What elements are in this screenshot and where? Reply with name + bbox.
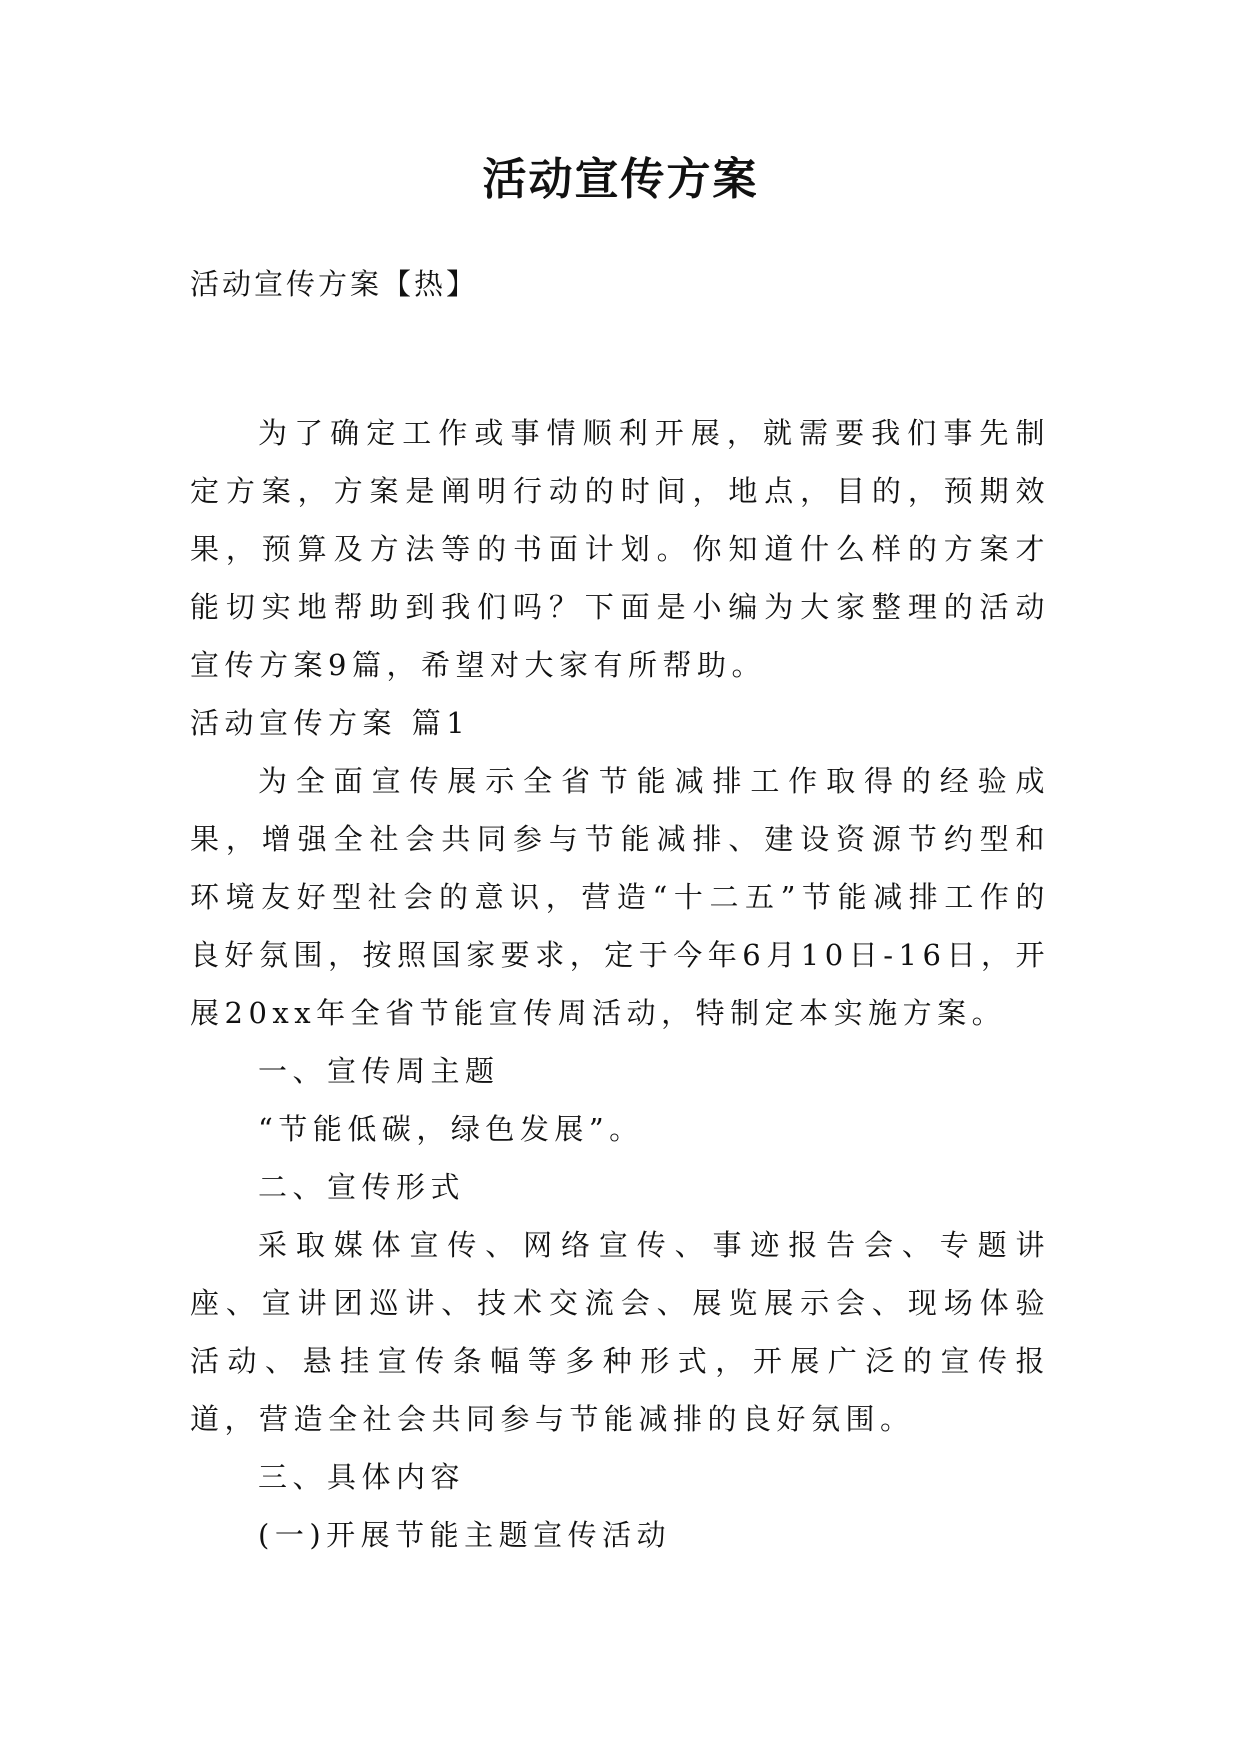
heading-theme: 一、宣传周主题	[258, 1054, 500, 1088]
document-subtitle: 活动宣传方案【热】	[190, 267, 479, 301]
heading-content: 三、具体内容	[258, 1460, 466, 1494]
section-heading: 活动宣传方案 篇1	[190, 706, 471, 740]
paragraph: 为全面宣传展示全省节能减排工作取得的经验成果，增强全社会共同参与节能减排、建设资源节约型和环境友好型社会的意识，营造“十二五”节能减排工作的良好氛围，按照国家要求，定于今年6月10日-16日，开展20xx年全省节能宣传周活动，特制定本实施方案。	[190, 764, 1050, 1030]
paragraph-intro: 为了确定工作或事情顺利开展，就需要我们事先制定方案，方案是阐明行动的时间，地点，目的，预期效果，预算及方法等的书面计划。你知道什么样的方案才能切实地帮助到我们吗？下面是小编为大家整理的活动宣传方案9篇，希望对大家有所帮助。	[190, 416, 1050, 682]
heading-form: 二、宣传形式	[258, 1170, 466, 1204]
paragraph-theme: “节能低碳，绿色发展”。	[258, 1112, 644, 1146]
document-body	[190, 404, 1050, 1564]
paragraph-form: 采取媒体宣传、网络宣传、事迹报告会、专题讲座、宣讲团巡讲、技术交流会、展览展示会、现场体验活动、悬挂宣传条幅等多种形式，开展广泛的宣传报道，营造全社会共同参与节能减排的良好氛围。	[190, 1228, 1050, 1436]
document-title: 活动宣传方案	[482, 154, 759, 205]
heading-subsection: (一)开展节能主题宣传活动	[258, 1518, 672, 1552]
